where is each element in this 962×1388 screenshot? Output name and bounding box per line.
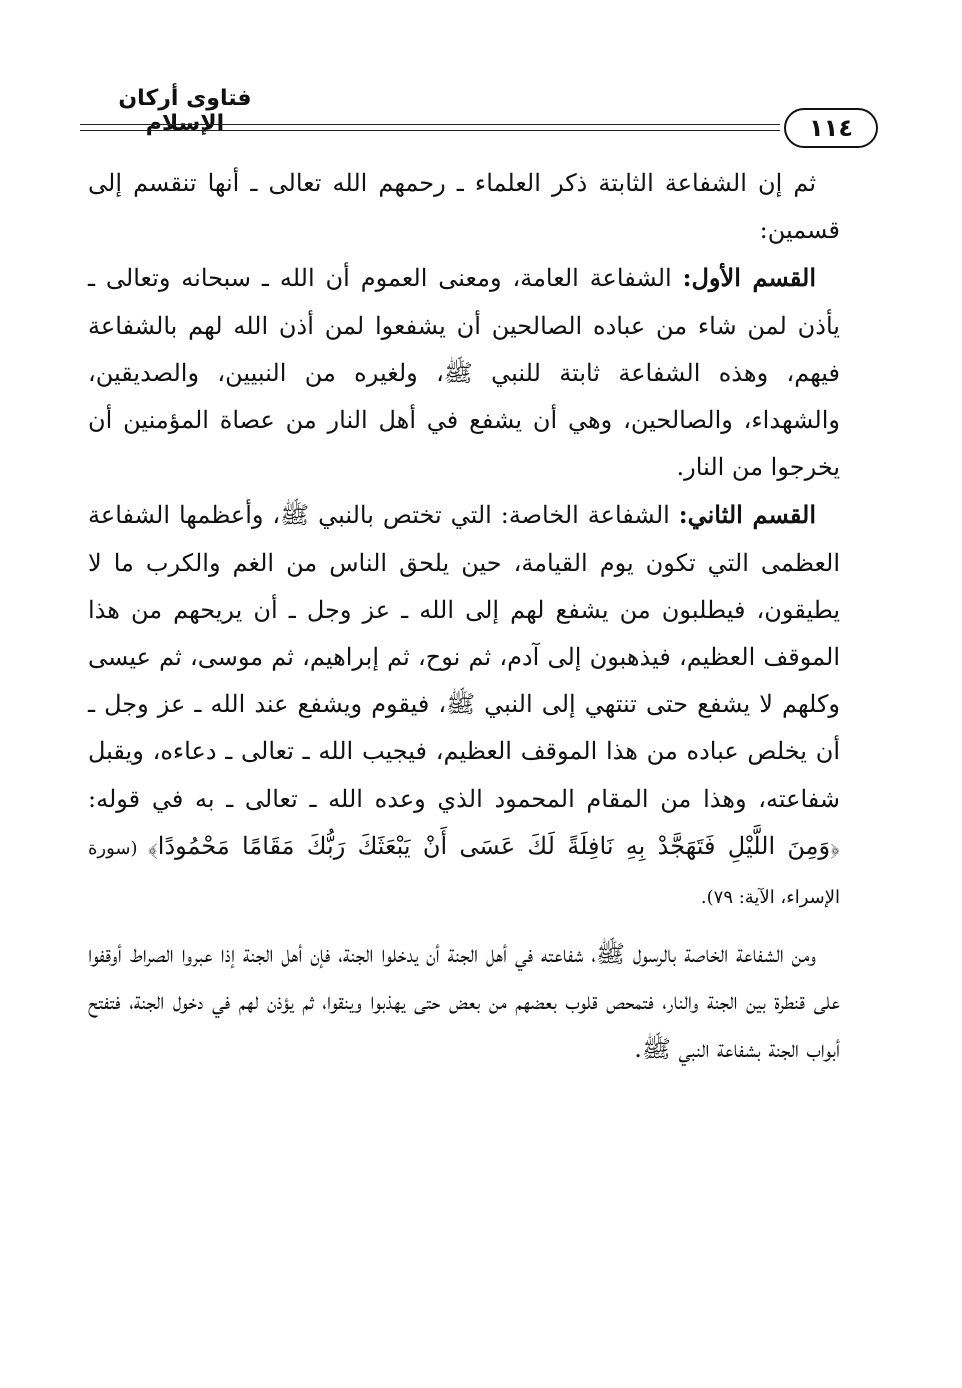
page-number: ١١٤ xyxy=(784,108,878,148)
paragraph-text: ومن الشفاعة الخاصة بالرسول ﷺ، شفاعته في أهل الجنة أن يدخلوا الجنة، فإن أهل الجنة إذا عبروا الصراط أوقفوا على قنطرة بين الجنة والنار، فتمحص قلوب بعضهم من بعض حتى يهذبوا وينقوا، ثم يؤذن لهم في دخول الجنة، فتفتح أبواب الجنة بشفاعة النبي ﷺ. xyxy=(88,940,841,1063)
paragraph-second-section xyxy=(88,491,840,921)
quran-verse: ﴿وَمِنَ اللَّيْلِ فَتَهَجَّدْ بِهِ نَافِلَةً لَكَ عَسَى أَنْ يَبْعَثَكَ رَبُّكَ مَقَامًا مَحْمُودًا﴾ xyxy=(147,831,840,860)
section-label: القسم الثاني: xyxy=(678,500,816,530)
paragraph-first-section xyxy=(88,254,840,491)
running-title: فتاوى أركان الإسلام xyxy=(118,86,252,136)
paragraph-text: الشفاعة الخاصة: التي تختص بالنبي ﷺ، وأعظمها الشفاعة العظمى التي تكون يوم القيامة، حين يلحق الناس من الغم والكرب ما لا يطيقون، فيطلبون من يشفع لهم إلى الله ـ عز وجل ـ أن يريحهم من هذا الموقف العظيم، فيذهبون إلى آدم، ثم نوح، ثم إبراهيم، ثم موسى، ثم عيسى وكلهم لا يشفع حتى تنتهي إلى النبي ﷺ، فيقوم ويشفع عند الله ـ عز وجل ـ أن يخلص عباده من هذا الموقف العظيم، فيجيب الله ـ تعالى ـ دعاءه، ويقبل شفاعته، وهذا من المقام المحمود الذي وعده الله ـ تعالى ـ به في قوله: xyxy=(88,501,840,813)
section-label: القسم الأول: xyxy=(682,263,816,293)
header-rule xyxy=(80,124,780,125)
header-rule-thin xyxy=(80,130,780,131)
paragraph-special-intercession xyxy=(88,931,840,1073)
paragraph-intro xyxy=(88,160,840,254)
page-header xyxy=(80,80,880,160)
paragraph-text: ثم إن الشفاعة الثابتة ذكر العلماء ـ رحمهم الله تعالى ـ أنها تنقسم إلى قسمين: xyxy=(88,169,840,245)
verse-reference: (سورة الإسراء، الآية: ٧٩). xyxy=(88,837,840,909)
main-text xyxy=(88,160,840,1073)
paragraph-text: الشفاعة العامة، ومعنى العموم أن الله ـ سبحانه وتعالى ـ يأذن لمن شاء من عباده الصالحين أن يشفعوا لمن أذن الله لهم بالشفاعة فيهم، وهذه الشفاعة ثابتة للنبي ﷺ، ولغيره من النبيين، والصديقين، والشهداء، والصالحين، وهي أن يشفع في أهل النار من عصاة المؤمنين أن يخرجوا من النار. xyxy=(88,264,840,482)
